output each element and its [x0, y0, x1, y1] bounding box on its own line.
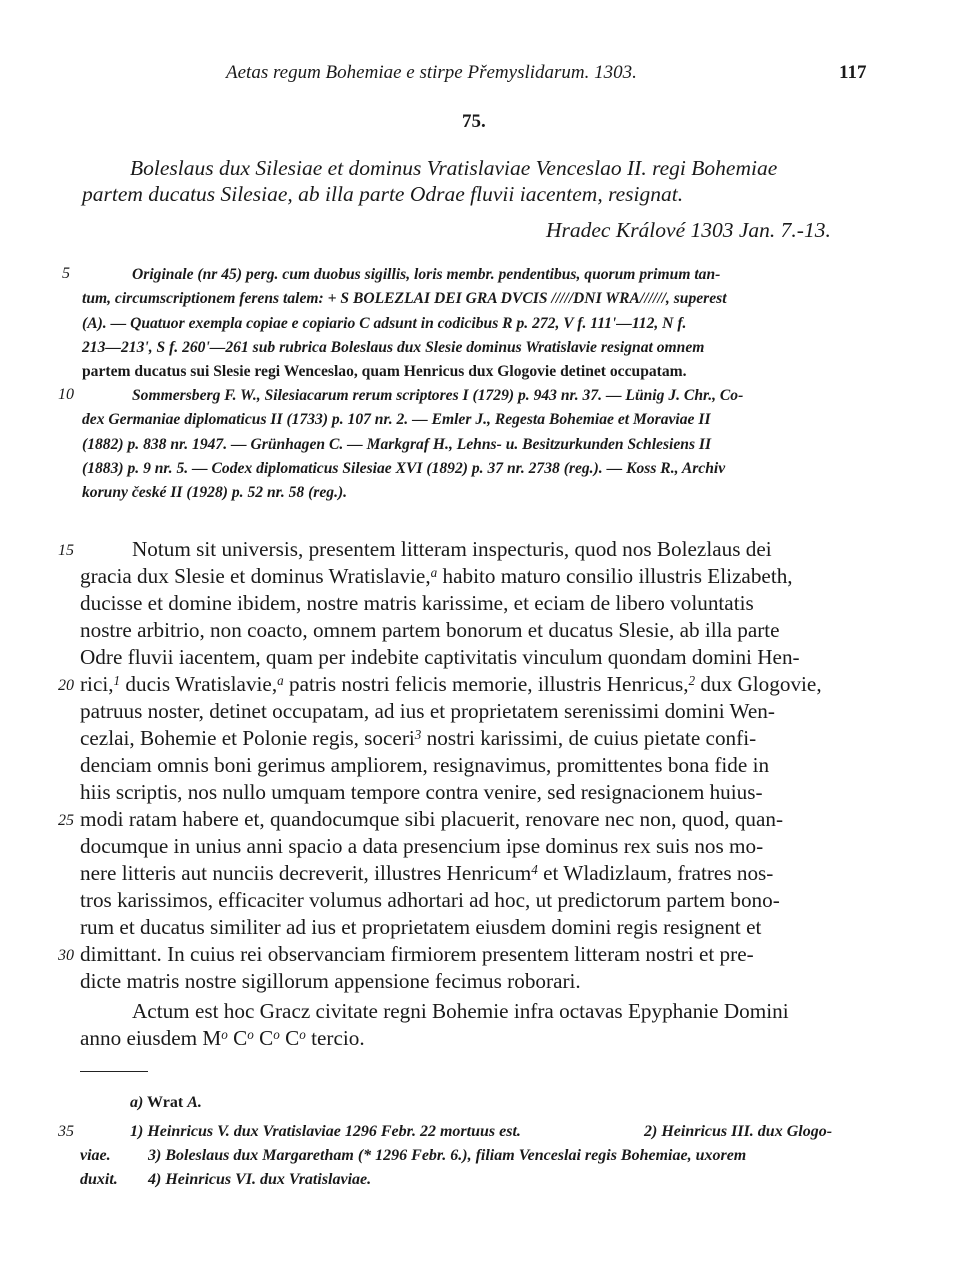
source-line-6: Sommersberg F. W., Silesiacarum rerum scriptores I (1729) p. 943 nr. 37. — Lünig J. Chr., Co-: [132, 387, 744, 404]
document-number: 75.: [462, 111, 486, 132]
source-line-1: Originale (nr 45) perg. cum duobus sigillis, loris membr. pendentibus, quorum primum tan-: [132, 266, 721, 283]
source-line-7: dex Germaniae diplomaticus II (1733) p. 107 nr. 2. — Emler J., Regesta Bohemiae et Moraviae II: [82, 411, 711, 428]
footnote-a: a) Wrat A.: [130, 1094, 202, 1111]
text-line-13: nere litteris aut nunciis decreverit, illustres Henricum$^4$ et Wladizlaum, fratres nos-: [80, 861, 774, 885]
text-line-15: rum et ducatus similiter ad ius et proprietatem eiusdem domini regis resignent et: [80, 915, 762, 939]
source-line-3: (A). — Quatuor exempla copiae e copiario C adsunt in codicibus R p. 272, V f. 111'—112, N f.: [82, 315, 687, 332]
line-number-35: 35: [58, 1123, 74, 1140]
line-number-15: 15: [58, 542, 74, 559]
text-line-8: cezlai, Bohemie et Polonie regis, soceri$^3$ nostri karissimi, de cuius pietate confi-: [80, 726, 757, 750]
text-line-19: anno eiusdem $M^o$ $C^o$ $C^o$ $C^o$ tercio.: [80, 1026, 365, 1050]
text-line-12: documque in unius anni spacio a data presencium ipse dominus rex suis nos mo-: [80, 834, 764, 858]
line-number-20: 20: [58, 677, 74, 694]
text-line-10: hiis scriptis, nos nullo umquam tempore contra venire, sed resignacionem huius-: [80, 780, 763, 804]
source-line-4: 213—213', S f. 260'—261 sub rubrica Boleslaus dux Slesie dominus Wratislavie resignat omnem: [82, 339, 705, 356]
text-line-18: Actum est hoc Gracz civitate regni Bohemie infra octavas Epyphanie Domini: [132, 999, 789, 1023]
text-line-9: denciam omnis boni gerimus ampliorem, resignavimus, promittentes bona fide in: [80, 753, 770, 777]
footnote-divider: [80, 1071, 148, 1072]
line-number-5: 5: [62, 265, 70, 282]
page-number: 117: [839, 62, 867, 83]
running-head: Aetas regum Bohemiae e stirpe Přemyslidarum. 1303.: [226, 62, 637, 83]
text-line-11: modi ratam habere et, quandocumque sibi placuerit, renovare nec non, quod, quan-: [80, 807, 784, 831]
footnote-2-cont: viae.: [80, 1147, 111, 1164]
text-line-5: Odre fluvii iacentem, quam per indebite captivitatis vinculum quondam domini Hen-: [80, 645, 800, 669]
text-line-4: nostre arbitrio, non coacto, omnem partem bonorum et ducatus Slesie, ab illa parte: [80, 618, 780, 642]
regest-line-1: Boleslaus dux Silesiae et dominus Vratislaviae Venceslao II. regi Bohemiae: [130, 156, 778, 180]
source-line-9: (1883) p. 9 nr. 5. — Codex diplomaticus Silesiae XVI (1892) p. 37 nr. 2738 (reg.). — Koss R., Archiv: [82, 460, 726, 477]
source-line-2: tum, circumscriptionem ferens talem: + S BOLEZLAI DEI GRA DVCIS /////DNI WRA//////, superest: [82, 290, 727, 307]
text-line-14: tros karissimos, efficaciter volumus adhortari ad hoc, ut predictorum partem bono-: [80, 888, 780, 912]
regest-line-2: partem ducatus Silesiae, ab illa parte Odrae fluvii iacentem, resignat.: [82, 182, 684, 206]
source-line-5: partem ducatus sui Slesie regi Wenceslao, quam Henricus dux Glogovie detinet occupatam.: [82, 363, 687, 380]
regest-place-date: Hradec Králové 1303 Jan. 7.-13.: [546, 218, 831, 242]
text-line-16: dimittant. In cuius rei observanciam firmiorem presentem litteram nostri et pre-: [80, 942, 754, 966]
text-line-2: gracia dux Slesie et dominus Wratislavie,$^a$ habito maturo consilio illustris Elizabeth,: [80, 564, 793, 588]
line-number-10: 10: [58, 386, 74, 403]
footnote-1: 1) Heinricus V. dux Vratislaviae 1296 Febr. 22 mortuus est.: [130, 1123, 521, 1140]
source-line-8: (1882) p. 838 nr. 1947. — Grünhagen C. — Markgraf H., Lehns- u. Besitzurkunden Schlesiens II: [82, 436, 712, 453]
text-line-7: patruus noster, detinet occupatam, ad ius et proprietatem serenissimi domini Wen-: [80, 699, 775, 723]
footnote-3: 3) Boleslaus dux Margaretham (* 1296 Febr. 6.), filiam Venceslai regis Bohemiae, uxorem: [148, 1147, 747, 1164]
text-line-3: ducisse et domine ibidem, nostre matris karissime, et eciam de libero voluntatis: [80, 591, 754, 615]
line-number-30: 30: [58, 947, 74, 964]
source-line-10: koruny české II (1928) p. 52 nr. 58 (reg.).: [82, 484, 348, 501]
line-number-25: 25: [58, 812, 74, 829]
footnote-2: 2) Heinricus III. dux Glogo-: [644, 1123, 833, 1140]
text-line-1: Notum sit universis, presentem litteram inspecturis, quod nos Bolezlaus dei: [132, 537, 772, 561]
footnote-3-cont: duxit.: [80, 1171, 118, 1188]
footnote-4: 4) Heinricus VI. dux Vratislaviae.: [148, 1171, 372, 1188]
text-line-6: rici,$^1$ ducis Wratislavie,$^a$ patris nostri felicis memorie, illustris Henricus,$^2$ dux Glogovie,: [80, 672, 822, 696]
text-line-17: dicte matris nostre sigillorum appensione fecimus roborari.: [80, 969, 581, 993]
